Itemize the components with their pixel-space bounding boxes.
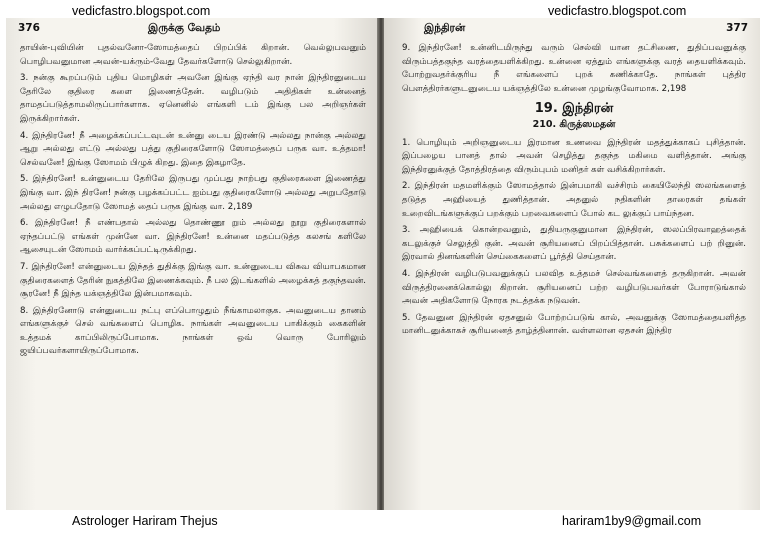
left-page-header: இருக்கு வேதம்	[148, 22, 221, 34]
left-page-body	[20, 42, 366, 362]
right-paragraph-2: 2. இந்திரன் மதமளிக்கும் ஸோமத்தால் இன்பமாகி வச்சிரம் கையிலேந்தி ஸலங்களைத் தடுத்த அஹியைத் துணித்தான். அதனுல் நதிகளின் தாரைகள் தங்கள் உறைவிடங்களுக்குப் பறக்கும் பறவைகளைப் போல் கட லுக்குப் பாய்ந்தன.	[402, 181, 746, 219]
open-book	[6, 18, 760, 510]
left-paragraph-6: 7. இந்திரனே! என்னுடைய இந்தத் துதிக்கு இங்கு வா. உன்னுடைய விசுவ வியாபகமான குதிரைகளைத் தேரின் நுகத்திலே இணைக்கவும். நீ பல இடங்களில் அழைக்கத் தகுந்தவன். சூரனே! நீ இந்த யக்ஞத்திலே இன்பமாகவும்.	[20, 261, 367, 300]
right-page-number: 377	[726, 22, 748, 34]
left-paragraph-4: 5. இந்திரனே! உன்னுடைய தேரிலே இருபது முப்பது நாற்பது குதிரைகளை இணைத்து இங்கு வா. இந் திரனே! நன்கு பழக்கப்பட்ட ஐம்பது குதிரைகளோடு அல்லது அறுபதோடு அல்லது எழுபதோடு ஸோமத் தைப் பருக இங்கு வா. 2,189	[20, 174, 366, 212]
right-page-header: இந்திரன்	[424, 22, 466, 34]
left-paragraph-3: 4. இந்திரனே! நீ அழைக்கப்பட்டவுடன் உன்னு டைய இரண்டு அல்லது நான்கு அல்லது ஆறு அல்லது எட்டு அல்லது பத்து குதிரைகளோடு ஸோமத்தைப் பருக வா. உத்தமா! செல்வனே! இங்கு ஸோமம் பிழுக் கிறது. இதை இகழாதே.	[20, 130, 366, 168]
left-paragraph-2: 3. நன்கு கூறப்படும் புதிய மொழிகள் அவனே இங்கு ஏந்தி வர நான் இந்திரனுடைய தேரிலே குதிரை களை இணைத்தேன். வழிபடும் அதிதிகள் உன்னைத் தாமதப்படுத்தாமலிருப்பார்களாக. ஏனெனில் எங்களி டம் இங்கு பல அறிஞர்கள் இருக்கிறார்கள்.	[20, 73, 366, 124]
right-paragraph-5: 5. தேவனுன இந்திரன் ஏதசனுல் போற்றப்படுங் கால், அவனுக்கு ஸோமத்தையளித்த மானிடனுக்காகச் சூரியனைத் தாழ்த்தினான். வள்ளலான ஏதசன் இந்திர	[402, 312, 746, 337]
watermark-bottom-left: Astrologer Hariram Thejus	[72, 514, 218, 528]
section-subtitle: 210. கிருத்ஸமதன்	[532, 118, 616, 130]
right-paragraph-4: 4. இந்திரன் வழிபடுபவனுக்குப் பலவித உத்தமச் செல்வங்களைத் தருகிறான். அவன் விருத்திரனைக்கொல்லு கிறான். சூரியனைப் பற்ற வழிபடுபவர்கள் போராடுங்கால் அவன் அதிகளோடு நோரக நடத்தக்க நடுவன்.	[402, 268, 746, 307]
right-top-paragraph: 9. இந்திரனே! உன்னிடமிருந்து வரும் செல்வி யான தட்சிணை, துதிப்பவனுக்கு விரும்பத்தகுந்த வரத்தையளிக்கிறது. உன்னை ஏத்தும் எங்களுக்கு வரத் தையளிக்கவும். போற்றுவதர்க்குரிய நீ எங்களைப் புறக் கணிக்காதே. நாங்கள் புத்திர பௌத்திரர்களுடனுடைய யக்ஞத்திலே உன்னை முழங்குவோமாக. 2,198	[402, 43, 746, 94]
right-paragraph-3: 3. அஹியைக் கொன்றவனும், துதியருகுனுமான இந்திரன், ஸலப்பிரவாஹத்தைக் கடலுக்குச் செலுத்தி குன். அவன் சூரியனைப் பிறப்பித்தான். பசுக்களைப் பற் றினுன். இரவால் தினங்களின் செய்கைகளைப் பூர்த்தி செய்தான்.	[402, 225, 746, 263]
right-paragraph-1: 1. பொழியும் அறிஞனுடைய இரமான உணவை இந்திரன் மதத்துக்காகப் புசித்தான். இப்பழைய பானத் தால் அவன் செழித்து தகுந்த மகிமை வளித்தான். அங்கு இந்திரனுக்குத் தோத்திரத்தை விரும்புபம் மனிதர் கள் வசிக்கிறார்கள்.	[402, 137, 746, 175]
right-page-body	[402, 42, 746, 342]
watermark-bottom-right: hariram1by9@gmail.com	[562, 514, 702, 528]
watermark-top-right: vedicfastro.blogspot.com	[548, 4, 687, 18]
left-paragraph-7: 8. இந்திரனோடு என்னுடைய நட்பு எப்பொழுதும் நீங்காமலாகுக. அவனுடைய தானம் எங்களுக்குச் செல் வங்களைப் பொழிக. நாங்கள் அவனுடைய பாகிக்கும் கைகளின் உத்தமக் காப்பிலிருப்போமாக. நாங்கள் ஒவ் வொரு போரிலும் ஜயிப்பவர்களாயிருப்போமாக.	[20, 305, 366, 357]
section-title: 19. இந்திரன்	[534, 101, 614, 117]
left-paragraph-1: தாயின்-புவியின் புதல்வனோ-ஸோமத்தைப் பிறப்பிக் கிறான். வெல்லுபவனும் பொழிபவனுமான அவன்-யக்ரும்-வேது தேவர்களோடு செல்லுகிறான்.	[20, 43, 366, 67]
watermark-top-left: vedicfastro.blogspot.com	[72, 4, 211, 18]
right-page	[384, 18, 760, 510]
left-page-number: 376	[18, 22, 40, 34]
left-paragraph-5: 6. இந்திரனே! நீ எண்பதால் அல்லது தொண்ணூ றும் அல்லது நூறு குதிரைகளால் ஏந்தப்பட்டு எங்கள் முன்னே வா. இந்திரனே! உன்னை மதப்படுத்த கலசங் களிலே ஆசையுடன் ஸோமம் வார்க்கப்பட்டிருக்கிறது.	[20, 218, 366, 256]
left-page	[6, 18, 378, 510]
